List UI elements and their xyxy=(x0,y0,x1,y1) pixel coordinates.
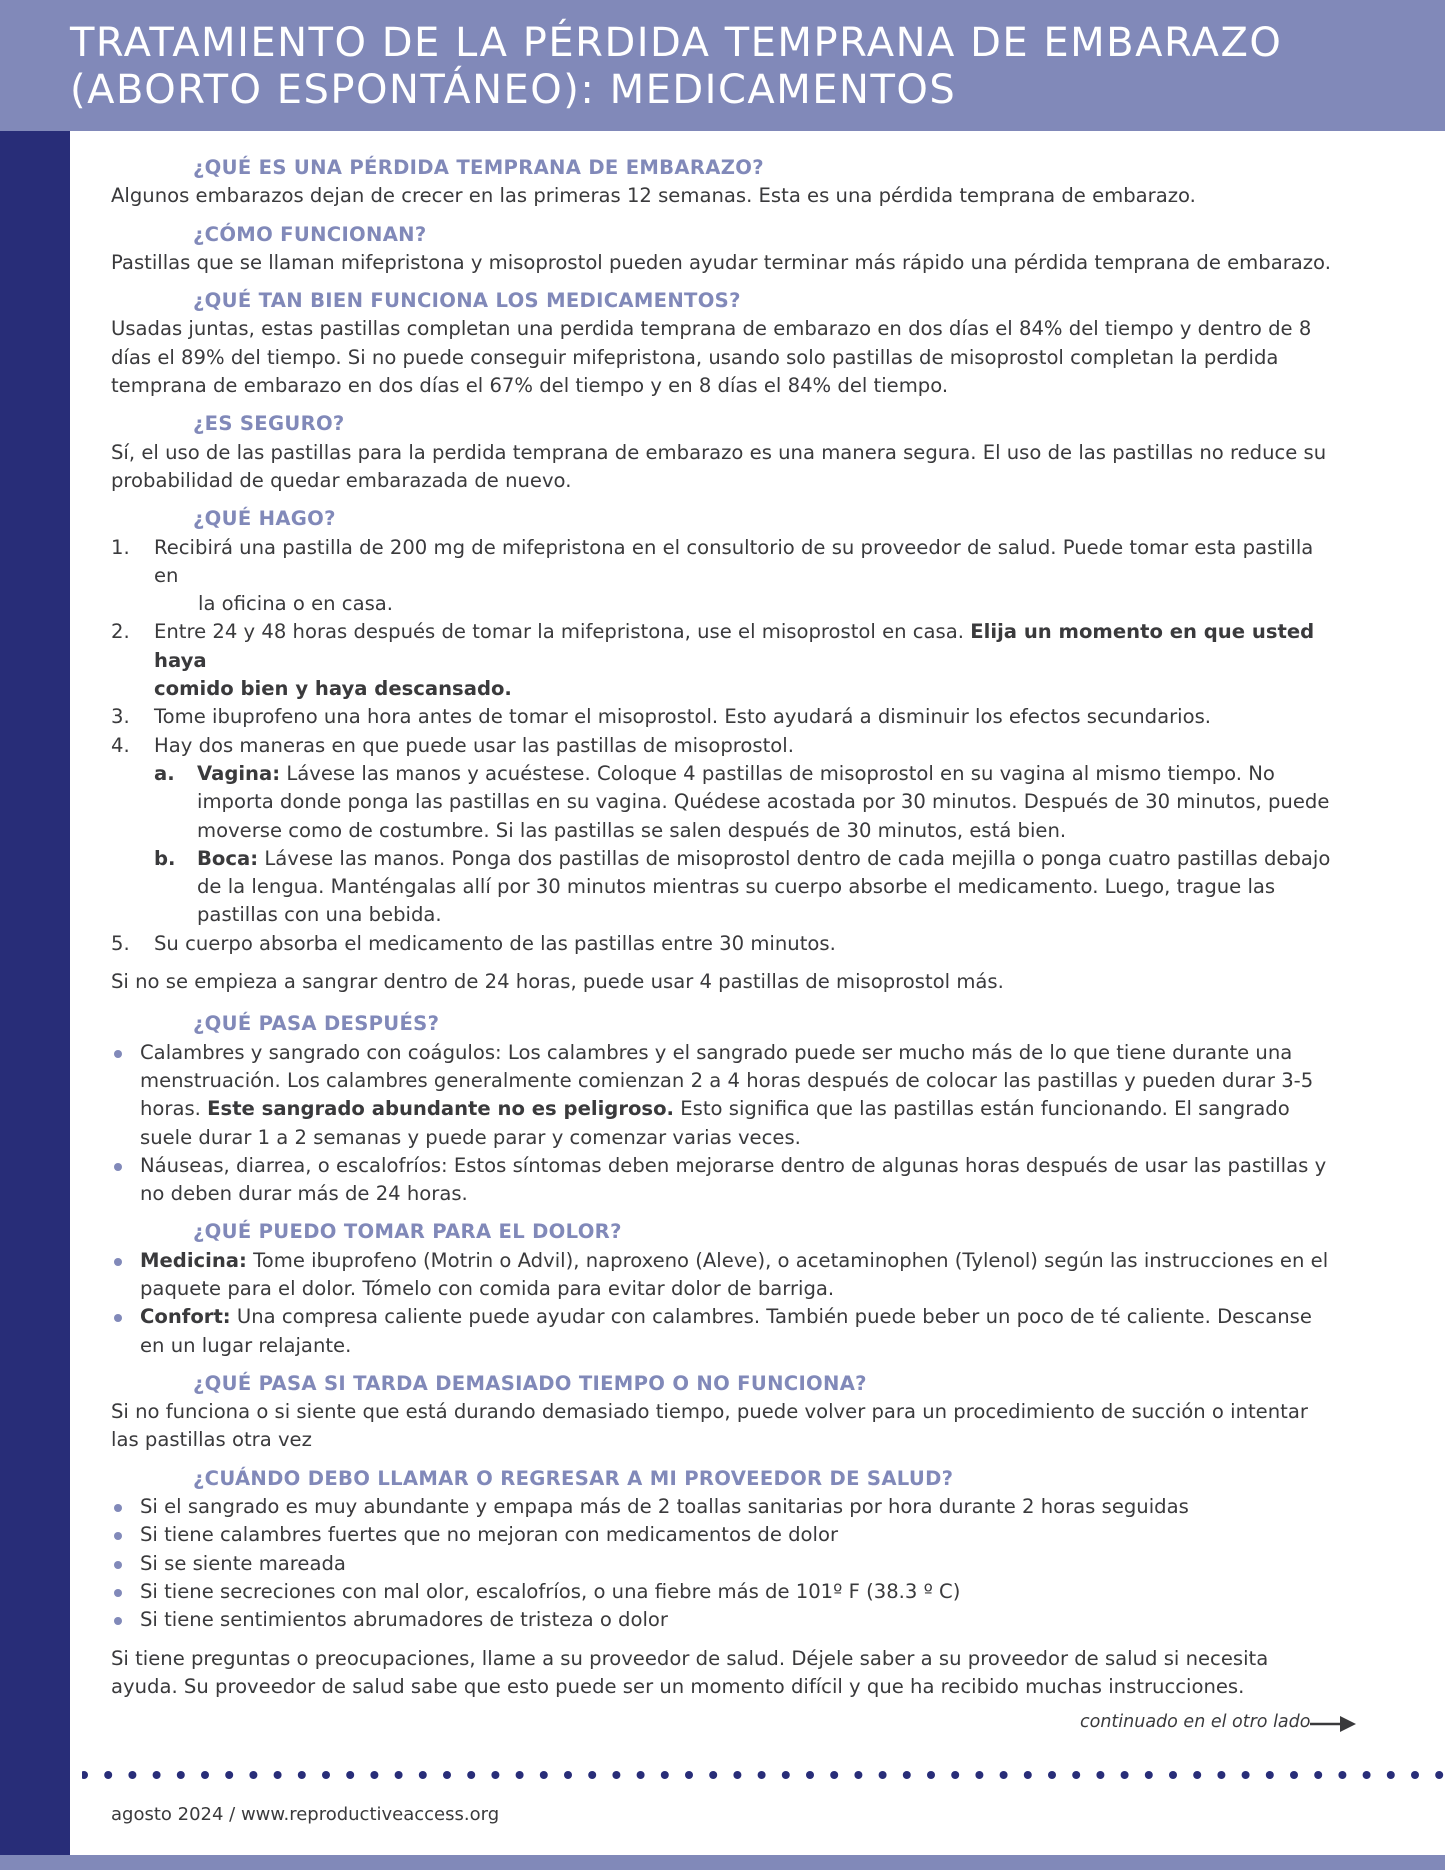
divider-dot xyxy=(1000,1771,1008,1779)
divider-dot xyxy=(1314,1771,1322,1779)
divider-dot xyxy=(637,1771,645,1779)
divider-dot xyxy=(322,1771,330,1779)
divider-dot xyxy=(685,1771,693,1779)
sub-steps-list xyxy=(154,760,1331,930)
continued-note: continuado en el otro lado xyxy=(1080,1712,1311,1732)
divider-dot xyxy=(443,1771,451,1779)
divider-dot xyxy=(1411,1771,1419,1779)
list-item: Si se siente mareada xyxy=(111,1550,1331,1578)
list-item-text-continued: Esto significa que las pastillas están funcionando. El sangrado suele durar 1 a 2 semanas y puede parar y comenzar varias veces. xyxy=(140,1097,1290,1149)
step-text: Hay dos maneras en que puede usar las pastillas de misoprostol. xyxy=(154,733,794,757)
divider-dot xyxy=(1363,1771,1371,1779)
divider-dot xyxy=(225,1771,233,1779)
divider-dot xyxy=(274,1771,282,1779)
divider-dot xyxy=(177,1771,185,1779)
divider-dot xyxy=(82,1771,88,1779)
divider-dot xyxy=(758,1771,766,1779)
list-item-text: Tome ibuprofeno (Motrin o Advil), naproxeno (Aleve), o acetaminophen (Tylenol) según las instrucciones en el paquete para el dolor. Tómelo con comida para evitar dolor de barriga. xyxy=(140,1248,1329,1300)
divider-dot xyxy=(467,1771,475,1779)
divider-dot xyxy=(1217,1771,1225,1779)
divider-dot xyxy=(128,1771,136,1779)
list-item-label: Confort: xyxy=(140,1305,231,1329)
divider-dot xyxy=(298,1771,306,1779)
divider-dot xyxy=(1435,1771,1443,1779)
step-2 xyxy=(111,618,1331,703)
divider-dot xyxy=(1193,1771,1201,1779)
page-title xyxy=(70,20,1282,114)
divider-dot xyxy=(370,1771,378,1779)
list-item xyxy=(111,1039,1331,1152)
list-item: Si el sangrado es muy abundante y empapa más de 2 toallas sanitarias por hora durante 2 horas seguidas xyxy=(111,1493,1331,1521)
divider-dot xyxy=(1266,1771,1274,1779)
step-number: 5. xyxy=(111,931,130,955)
step-text: Tome ibuprofeno una hora antes de tomar el misoprostol. Esto ayudará a disminuir los efectos secundarios. xyxy=(154,705,1212,729)
divider-dot xyxy=(709,1771,717,1779)
step-5 xyxy=(111,930,1331,958)
sub-step-label: Vagina: xyxy=(197,761,281,785)
sub-step-vagina xyxy=(154,760,1331,845)
list-item-text: Una compresa caliente puede ayudar con calambres. También puede beber un poco de té caliente. Descanse en un lugar relajante. xyxy=(140,1305,1312,1357)
cuando-llamar-list xyxy=(111,1493,1331,1634)
step-1 xyxy=(111,534,1331,619)
document-body xyxy=(111,154,1331,1701)
para-no-sangrado: Si no se empieza a sangrar dentro de 24 horas, puede usar 4 pastillas de misoprostol más. xyxy=(111,970,1004,994)
step-text: Recibirá una pastilla de 200 mg de mifepristona en el consultorio de su proveedor de salud. Puede tomar esta pastilla en xyxy=(154,535,1314,587)
divider-dot xyxy=(1387,1771,1395,1779)
list-item: Si tiene sentimientos abrumadores de tristeza o dolor xyxy=(111,1606,1331,1634)
divider-dot xyxy=(1290,1771,1298,1779)
sub-step-letter: b. xyxy=(154,846,176,870)
divider-dot xyxy=(516,1771,524,1779)
divider-dot xyxy=(1072,1771,1080,1779)
divider-dot xyxy=(806,1771,814,1779)
list-item xyxy=(111,1303,1331,1360)
step-emphasis: Elija un momento en que usted haya xyxy=(154,620,1315,672)
sub-step-text: Lávese las manos. Ponga dos pastillas de misoprostol dentro de cada mejilla o ponga cuatro pastillas debajo de la lengua. Manténgalas allí por 30 minutos mientras su cuerpo absorbe el medicamento. Luego, trague las pastillas con una bebida. xyxy=(197,846,1331,927)
divider-dot xyxy=(540,1771,548,1779)
dolor-list xyxy=(111,1247,1331,1360)
divider-dot xyxy=(612,1771,620,1779)
step-text-continued: la oficina o en casa. xyxy=(198,592,394,616)
divider-dot xyxy=(153,1771,161,1779)
divider-dot xyxy=(879,1771,887,1779)
divider-dot xyxy=(1048,1771,1056,1779)
step-text: Su cuerpo absorba el medicamento de las pastillas entre 30 minutos. xyxy=(154,931,836,955)
heading-que-tan-bien: ¿QUÉ TAN BIEN FUNCIONA LOS MEDICAMENTOS? xyxy=(193,289,741,313)
heading-tarda-demasiado: ¿QUÉ PASA SI TARDA DEMASIADO TIEMPO O NO FUNCIONA? xyxy=(193,1371,867,1395)
page-title-line-1: TRATAMIENTO DE LA PÉRDIDA TEMPRANA DE EMBARAZO xyxy=(70,20,1283,66)
list-item-text: Calambres y sangrado con coágulos: Los calambres y el sangrado puede ser mucho más de lo que tiene durante una menstruación. Los calambres generalmente comienzan 2 a 4 horas después de colocar las pastillas y pueden durar 3-5 horas. xyxy=(140,1040,1314,1121)
dotted-divider xyxy=(82,1769,1445,1781)
heading-cuando-llamar: ¿CUÁNDO DEBO LLAMAR O REGRESAR A MI PROVEEDOR DE SALUD? xyxy=(193,1466,954,1490)
heading-que-hago: ¿QUÉ HAGO? xyxy=(193,507,336,531)
divider-dot xyxy=(346,1771,354,1779)
divider-dot xyxy=(1242,1771,1250,1779)
para-tarda-demasiado: Si no funciona o si siente que está durando demasiado tiempo, puede volver para un procedimiento de succión o intentar las pastillas otra vez xyxy=(111,1400,1308,1452)
divider-dot xyxy=(1024,1771,1032,1779)
divider-dot xyxy=(975,1771,983,1779)
list-item xyxy=(111,1247,1331,1304)
divider-dot xyxy=(588,1771,596,1779)
divider-dot xyxy=(201,1771,209,1779)
heading-que-pasa-despues: ¿QUÉ PASA DESPUÉS? xyxy=(193,1012,440,1036)
list-item-emphasis: Este sangrado abundante no es peligroso. xyxy=(207,1097,675,1121)
sub-step-letter: a. xyxy=(154,761,175,785)
list-item-text: Náuseas, diarrea, o escalofríos: Estos síntomas deben mejorarse dentro de algunas horas después de usar las pastillas y no deben durar más de 24 horas. xyxy=(140,1153,1327,1206)
page-title-line-2: (ABORTO ESPONTÁNEO): MEDICAMENTOS xyxy=(70,67,957,113)
list-item: Si tiene secreciones con mal olor, escalofríos, o una fiebre más de 101º F (38.3 º C) xyxy=(111,1578,1331,1606)
para-que-tan-bien: Usadas juntas, estas pastillas completan una perdida temprana de embarazo en dos días el 84% del tiempo y dentro de 8 días el 89% del tiempo. Si no puede conseguir mifepristona, usando solo pastillas de misoprostol completan la perdida temprana de embarazo en dos días el 67% del tiempo y en 8 días el 84% del tiempo. xyxy=(111,317,1312,398)
divider-dot xyxy=(395,1771,403,1779)
heading-como-funcionan: ¿CÓMO FUNCIONAN? xyxy=(193,222,427,246)
heading-dolor: ¿QUÉ PUEDO TOMAR PARA EL DOLOR? xyxy=(193,1220,622,1244)
list-item xyxy=(111,1152,1331,1209)
step-4 xyxy=(111,732,1331,930)
divider-dot xyxy=(951,1771,959,1779)
arrow-right-icon xyxy=(1310,1713,1356,1735)
step-number: 3. xyxy=(111,705,130,729)
para-closing: Si tiene preguntas o preocupaciones, llame a su proveedor de salud. Déjele saber a su proveedor de salud si necesita ayuda. Su proveedor de salud sabe que esto puede ser un momento difícil y que ha recibido muchas instrucciones. xyxy=(111,1646,1269,1698)
steps-list xyxy=(111,534,1331,958)
left-sidebar-stripe xyxy=(0,131,70,1855)
despues-list xyxy=(111,1039,1331,1209)
para-es-seguro: Sí, el uso de las pastillas para la perdida temprana de embarazo es una manera segura. El uso de las pastillas no reduce su probabilidad de quedar embarazada de nuevo. xyxy=(111,440,1327,492)
divider-dot xyxy=(903,1771,911,1779)
step-3 xyxy=(111,703,1331,731)
heading-es-seguro: ¿ES SEGURO? xyxy=(193,412,345,436)
title-banner xyxy=(0,0,1445,131)
divider-dot xyxy=(782,1771,790,1779)
divider-dot xyxy=(661,1771,669,1779)
divider-dot xyxy=(1169,1771,1177,1779)
list-item: Si tiene calambres fuertes que no mejoran con medicamentos de dolor xyxy=(111,1521,1331,1549)
divider-dot xyxy=(564,1771,572,1779)
sub-step-boca xyxy=(154,845,1331,930)
step-text: Entre 24 y 48 horas después de tomar la mifepristona, use el misoprostol en casa. xyxy=(154,620,965,644)
divider-dot xyxy=(1096,1771,1104,1779)
divider-dot xyxy=(830,1771,838,1779)
step-number: 2. xyxy=(111,620,130,644)
divider-dot xyxy=(1145,1771,1153,1779)
footer-text: agosto 2024 / www.reproductiveaccess.org xyxy=(111,1804,500,1825)
divider-dot xyxy=(1338,1771,1346,1779)
heading-que-es: ¿QUÉ ES UNA PÉRDIDA TEMPRANA DE EMBARAZO? xyxy=(193,156,764,179)
step-number: 4. xyxy=(111,733,130,757)
sub-step-label: Boca: xyxy=(197,846,259,870)
divider-dot xyxy=(104,1771,112,1779)
divider-dot xyxy=(854,1771,862,1779)
step-number: 1. xyxy=(111,535,130,559)
divider-dot xyxy=(249,1771,257,1779)
para-como-funcionan: Pastillas que se llaman mifepristona y misoprostol pueden ayudar terminar más rápido una pérdida temprana de embarazo. xyxy=(111,250,1331,274)
para-que-es: Algunos embarazos dejan de crecer en las primeras 12 semanas. Esta es una pérdida temprana de embarazo. xyxy=(111,184,1196,208)
sub-step-text: Lávese las manos y acuéstese. Coloque 4 pastillas de misoprostol en su vagina al mismo tiempo. No importa donde ponga las pastillas en su vagina. Quédese acostada por 30 minutos. Después de 30 minutos, puede moverse como de costumbre. Si las pastillas se salen después de 30 minutos, está bien. xyxy=(197,761,1330,842)
divider-dot xyxy=(927,1771,935,1779)
step-emphasis-continued: comido bien y haya descansado. xyxy=(154,677,512,701)
divider-dot xyxy=(491,1771,499,1779)
bottom-stripe xyxy=(0,1855,1445,1870)
list-item-label: Medicina: xyxy=(140,1248,247,1272)
divider-dot xyxy=(419,1771,427,1779)
divider-dot xyxy=(1121,1771,1129,1779)
divider-dot xyxy=(733,1771,741,1779)
